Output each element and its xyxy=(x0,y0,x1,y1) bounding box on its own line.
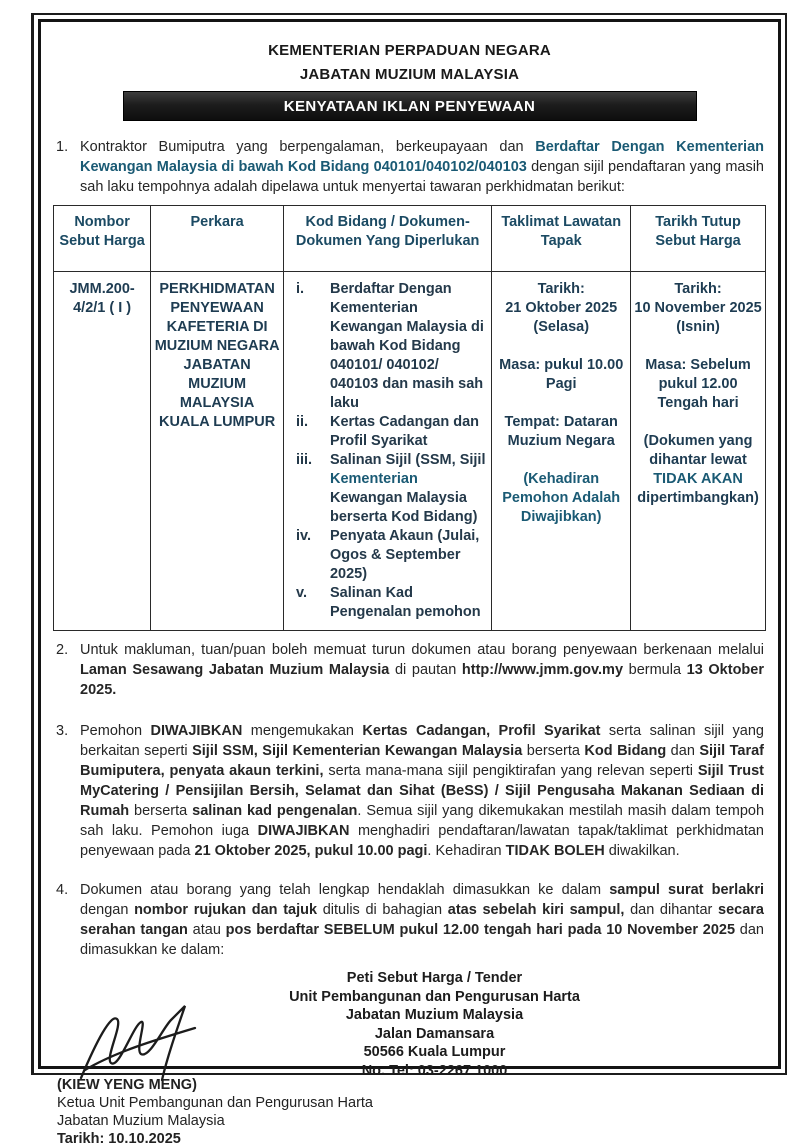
paragraph-2-number: 2. xyxy=(56,642,69,658)
paragraph-1 xyxy=(53,137,766,197)
nombor-line2: 4/2/1 ( I ) xyxy=(73,300,132,316)
paragraph-2 xyxy=(53,640,766,700)
paragraph-4-text: Dokumen atau borang yang telah lengkap hendaklah dimasukkan ke dalam sampul surat berlakri dengan nombor rujukan dan tajuk ditulis di bahagian atas sebelah kiri sampul, dan dihantar secara serahan tangan atau pos berdaftar SEBELUM pukul 12.00 tengah hari pada 10 November 2025 dan dimasukkan ke dalam: xyxy=(80,882,764,958)
paragraph-3 xyxy=(53,721,766,861)
dokumen-item: ii. Kertas Cadangan dan Profil Syarikat xyxy=(295,414,480,449)
col-header-tarikh-tutup: Tarikh Tutup Sebut Harga xyxy=(631,206,766,272)
kehadiran-note: (Kehadiran Pemohon Adalah Diwajibkan) xyxy=(502,471,621,525)
paragraph-1-text: Kontraktor Bumiputra yang berpengalaman, berkeupayaan dan Berdaftar Dengan Kementerian Kewangan Malaysia di bawah Kod Bidang 040101/040102/040103 dengan sijil pendaftaran yang masih sah laku tempohnya adalah dipelawa untuk menyertai tawaran perkhidmatan berikut: xyxy=(80,139,764,195)
signature-block xyxy=(53,1076,766,1148)
paragraph-2-text: Untuk makluman, tuan/puan boleh memuat turun dokumen atau borang penyewaan berkenaan melalui Laman Sesawang Jabatan Muzium Malaysia di pautan http://www.jmm.gov.my bermula 13 Oktober 2025. xyxy=(80,642,764,698)
cell-tarikh-tutup: Tarikh: 10 November 2025 (Isnin) Masa: Sebelum pukul 12.00 Tengah hari (Dokumen yang dihantar lewat TIDAK AKAN dipertimbangkan) xyxy=(631,272,766,631)
department-title: JABATAN MUZIUM MALAYSIA xyxy=(299,66,520,83)
dokumen-item: v. Salinan Kad Pengenalan pemohon xyxy=(295,585,481,620)
address-line: Unit Pembangunan dan Pengurusan Harta xyxy=(289,988,580,1005)
signatory-title: Ketua Unit Pembangunan dan Pengurusan Harta xyxy=(57,1095,373,1111)
dokumen-item: iv. Penyata Akaun (Julai, Ogos & September 2025) xyxy=(295,528,480,582)
ministry-title: KEMENTERIAN PERPADUAN NEGARA xyxy=(268,42,551,59)
signatory-department: Jabatan Muzium Malaysia xyxy=(57,1113,225,1129)
banner-title: KENYATAAN IKLAN PENYEWAAN xyxy=(283,97,536,115)
table-header-row xyxy=(54,206,766,272)
address-line: Jabatan Muzium Malaysia xyxy=(345,1007,524,1023)
address-line: 50566 Kuala Lumpur xyxy=(363,1044,506,1060)
paragraph-3-text: Pemohon DIWAJIBKAN mengemukakan Kertas Cadangan, Profil Syarikat serta salinan sijil yang berkaitan seperti Sijil SSM, Sijil Kementerian Kewangan Malaysia berserta Kod Bidang dan Sijil Taraf Bumiputera, penyata akaun terkini, serta mana-mana sijil pengiktirafan yang relevan seperti Sijil Trust MyCatering / Pensijilan Bersih, Selamat dan Sihat (BeSS) / Sijil Pengusaha Makanan Sediaan di Rumah berserta salinan kad pengenalan. Semua sijil yang dikemukakan mestilah masih dalam tempoh sah laku. Pemohon iuga DIWAJIBKAN menghadiri pendaftaran/lawatan tapak/taklimat perkhidmatan penyewaan pada 21 Oktober 2025, pukul 10.00 pagi. Kehadiran TIDAK BOLEH diwakilkan. xyxy=(80,723,765,859)
nombor-line1: JMM.200- xyxy=(69,281,135,297)
col-header-taklimat: Taklimat Lawatan Tapak xyxy=(492,206,631,272)
paragraph-3-number: 3. xyxy=(56,723,69,739)
inner-border xyxy=(38,19,781,1147)
signatory-name: (KIEW YENG MENG) xyxy=(57,1077,197,1093)
table-row xyxy=(54,272,766,631)
paragraph-4-number: 4. xyxy=(56,882,69,898)
cell-perkara: PERKHIDMATAN PENYEWAAN KAFETERIA DI MUZIUM NEGARA JABATAN MUZIUM MALAYSIA KUALA LUMPUR xyxy=(151,272,284,631)
col-header-nombor: Nombor Sebut Harga xyxy=(54,206,151,272)
cell-dokumen xyxy=(283,272,491,631)
address-line: Peti Sebut Harga / Tender xyxy=(346,970,523,986)
lewat-note: (Dokumen yang dihantar lewat TIDAK AKAN dipertimbangkan) xyxy=(637,433,759,506)
col-header-dokumen: Kod Bidang / Dokumen-Dokumen Yang Diperlukan xyxy=(283,206,491,272)
banner-bar xyxy=(123,91,697,121)
paragraph-1-number: 1. xyxy=(56,139,69,155)
dokumen-item: iii. Salinan Sijil (SSM, Sijil Kementerian Kewangan Malaysia berserta Kod Bidang) xyxy=(295,452,486,525)
dokumen-item: i. Berdaftar Dengan Kementerian Kewangan Malaysia di bawah Kod Bidang 040101/ 040102/ 040103 dan masih sah laku xyxy=(295,281,484,411)
cell-taklimat: Tarikh: 21 Oktober 2025 (Selasa) Masa: pukul 10.00 Pagi Tempat: Dataran Muzium Negara (Kehadiran Pemohon Adalah Diwajibkan) xyxy=(492,272,631,631)
address-line: No. Tel: 03-2267 1000 xyxy=(361,1062,508,1079)
signatory-date: Tarikh: 10.10.2025 xyxy=(57,1131,181,1147)
cell-nombor xyxy=(54,272,151,631)
tender-table xyxy=(53,205,766,631)
signature-icon xyxy=(71,998,231,1090)
col-header-perkara: Perkara xyxy=(151,206,284,272)
address-line: Jalan Damansara xyxy=(374,1025,495,1042)
paragraph-4 xyxy=(53,880,766,960)
outer-border xyxy=(31,13,787,1147)
